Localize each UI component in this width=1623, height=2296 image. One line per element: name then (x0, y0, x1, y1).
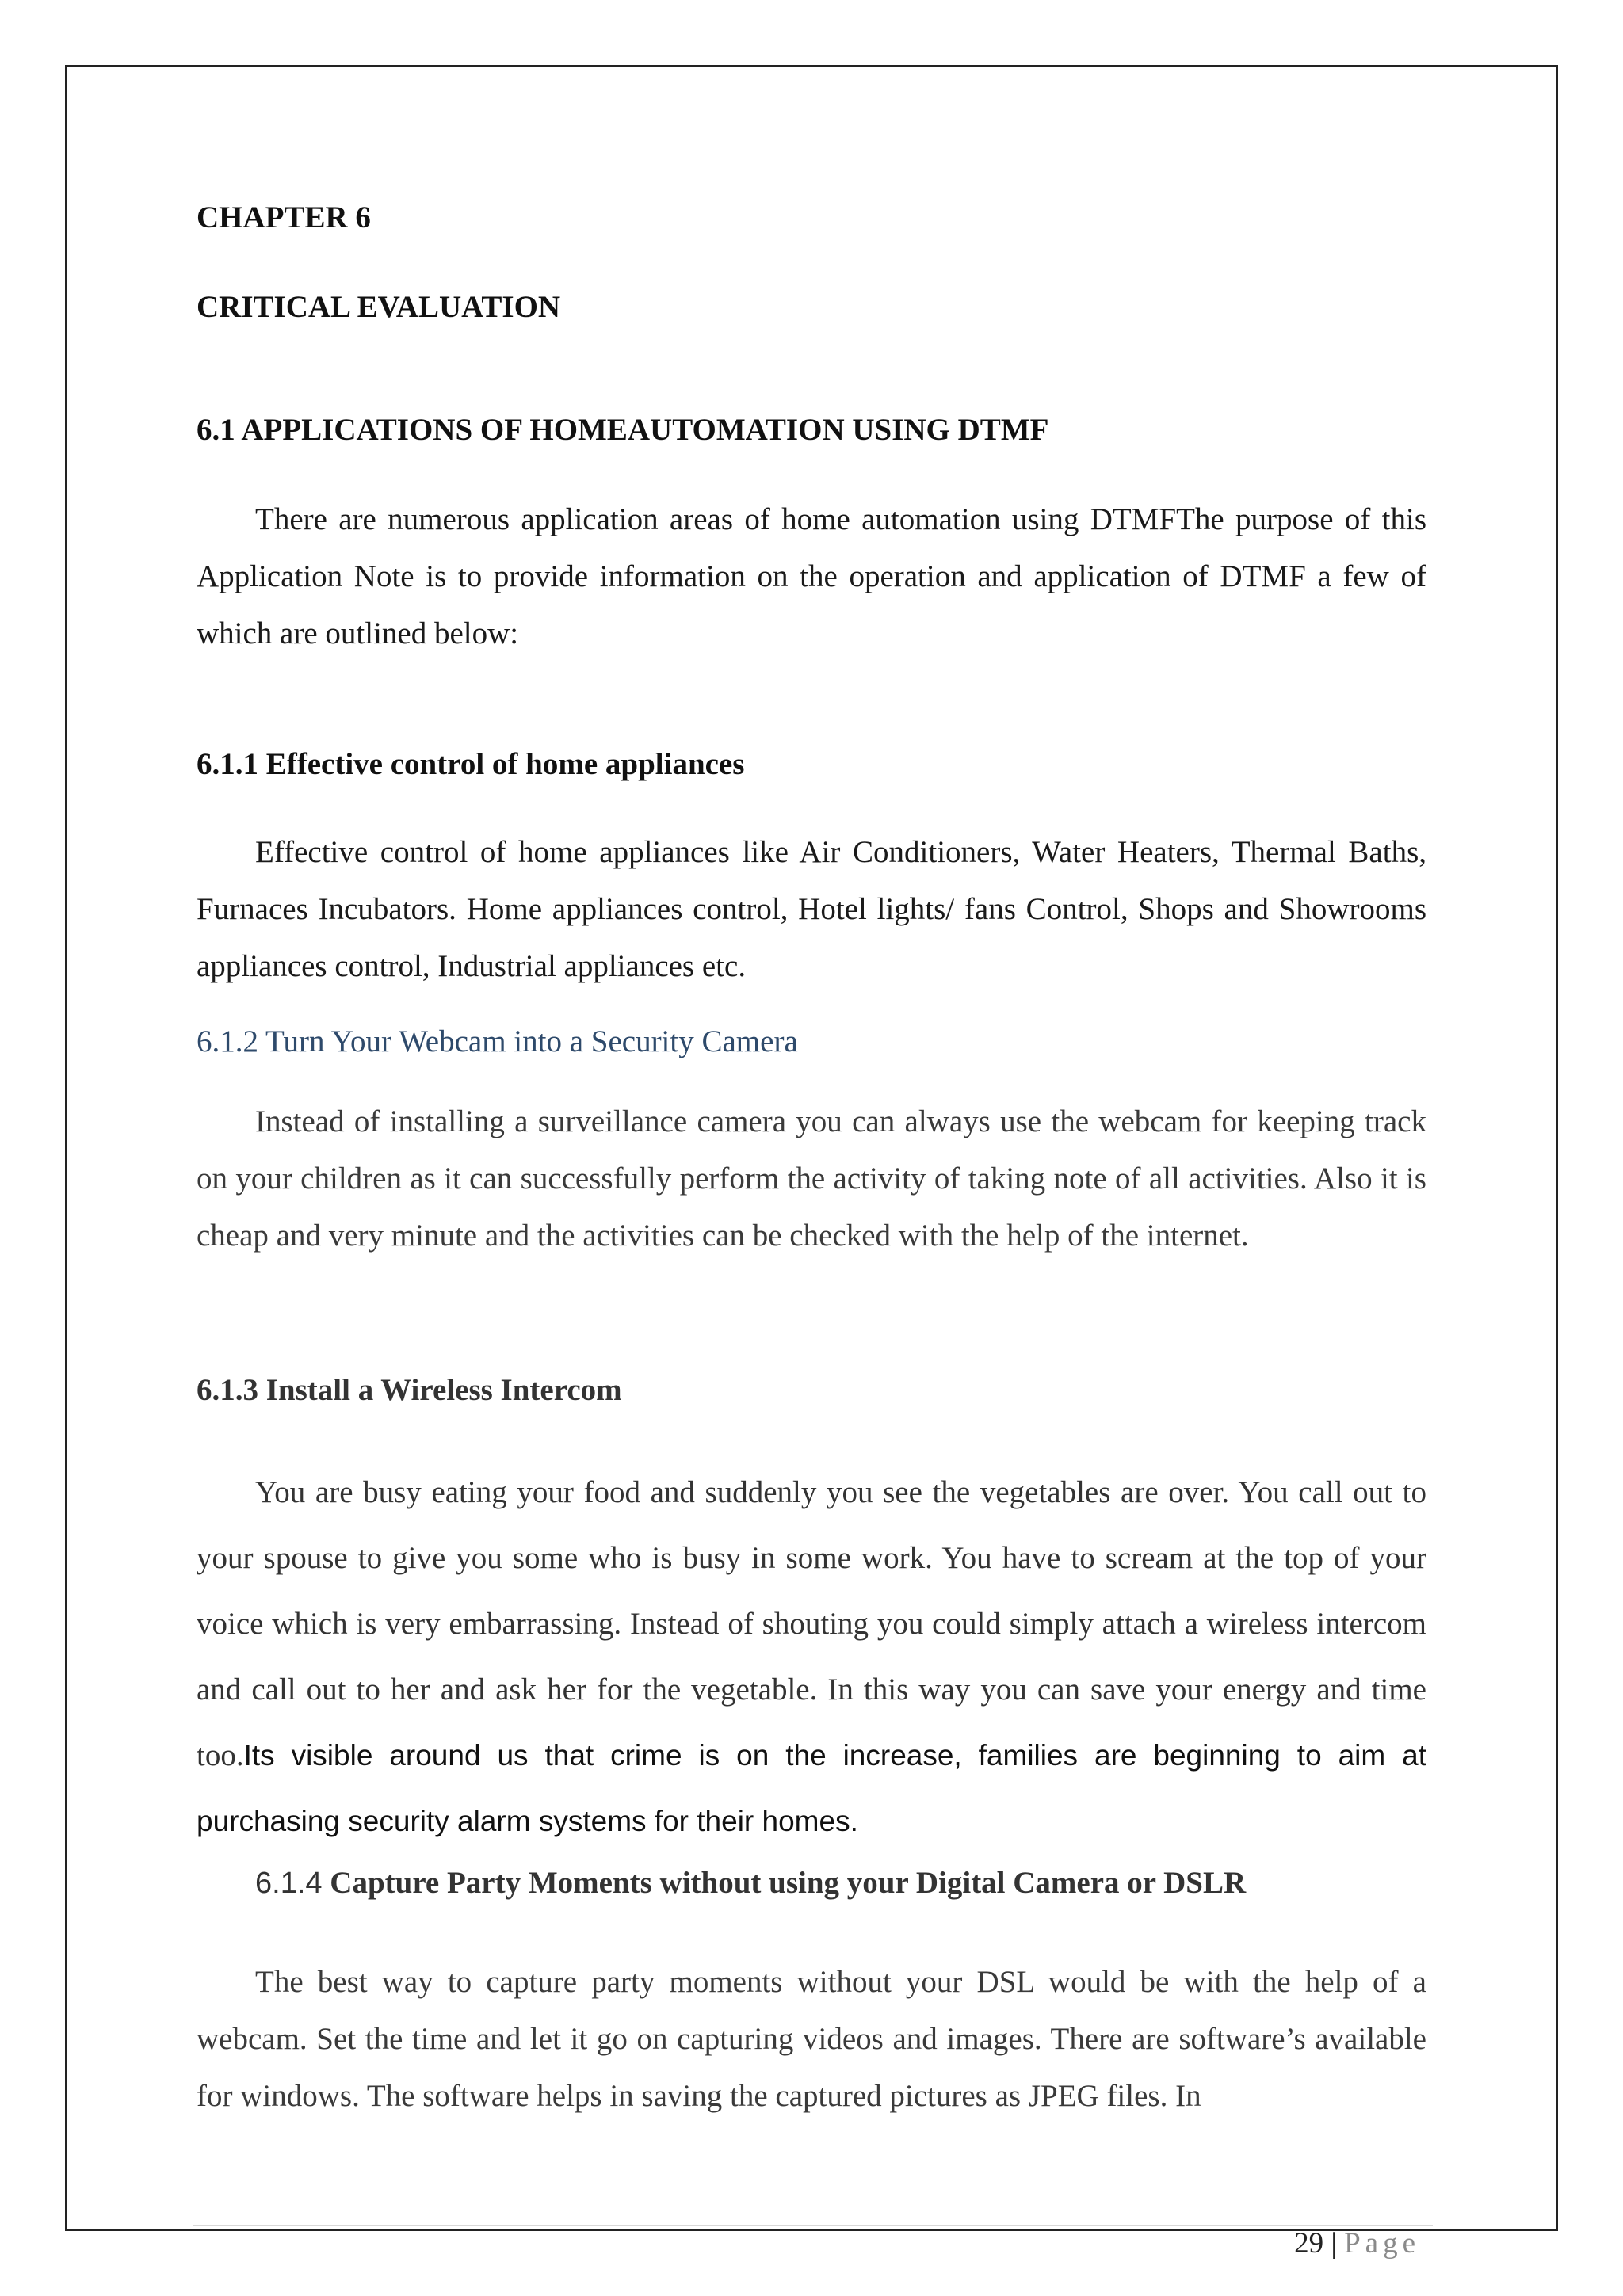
section-6-1-2-paragraph: Instead of installing a surveillance camera you can always use the webcam for keeping track on your children as it can successfully perform the activity of taking note of all activities. Also it is cheap and very minute and the activities can be checked with the help of the internet. (197, 1104, 1426, 1253)
section-6-1-4-number: 6.1.4 (255, 1867, 323, 1900)
section-6-1-3-text: You are busy eating your food and suddenly you see the vegetables are over. You call out to your spouse to give you some who is busy in some work. You have to scream at the top of your voice which is very embarrassing. Instead of shouting you could simply attach a wireless intercom and call out to her and ask her for the vegetable. In this way you can save your energy and time too. (197, 1475, 1426, 1772)
page-number: 29 (1294, 2227, 1324, 2260)
page-footer (1294, 2226, 1420, 2260)
section-6-1-3-paragraph (197, 1459, 1426, 1854)
section-6-1-3-heading: 6.1.3 Install a Wireless Intercom (197, 1373, 622, 1407)
section-6-1-4-heading-block (197, 1865, 1426, 1901)
section-6-1-body (197, 491, 1426, 662)
section-6-1-heading: 6.1 APPLICATIONS OF HOMEAUTOMATION USING DTMF (197, 413, 1049, 447)
section-6-1-4-body (197, 1954, 1426, 2125)
section-6-1-1-heading-block (197, 746, 1426, 782)
section-6-1-4-paragraph: The best way to capture party moments without your DSL would be with the help of a webcam. Set the time and let it go on capturing videos and images. There are software’s available for windows. The software helps in saving the captured pictures as JPEG files. In (197, 1965, 1426, 2113)
section-6-1-4-title: Capture Party Moments without using your Digital Camera or DSLR (322, 1866, 1247, 1900)
section-6-1-1-heading: 6.1.1 Effective control of home appliances (197, 747, 745, 781)
section-6-1-2-heading: 6.1.2 Turn Your Webcam into a Security Camera (197, 1024, 798, 1058)
section-6-1-heading-block (197, 412, 1426, 448)
section-6-1-1-body (197, 824, 1426, 995)
section-6-1-1-paragraph: Effective control of home appliances like Air Conditioners, Water Heaters, Thermal Baths, Furnaces Incubators. Home appliances control, Hotel lights/ fans Control, Shops and Showrooms appliances control, Industrial appliances etc. (197, 835, 1426, 983)
chapter-title: CRITICAL EVALUATION (197, 290, 561, 324)
footer-divider (193, 2225, 1433, 2226)
section-6-1-3-body (197, 1459, 1426, 1854)
section-6-1-4-heading (197, 1865, 1426, 1901)
section-6-1-3-heading-block (197, 1372, 1426, 1408)
section-6-1-paragraph: There are numerous application areas of home automation using DTMFThe purpose of this Application Note is to provide information on the operation and application of DTMF a few of which are outlined below: (197, 502, 1426, 650)
section-6-1-3-text-tail: Its visible around us that crime is on the increase, families are beginning to aim at purchasing security alarm systems for their homes. (197, 1739, 1426, 1837)
footer-separator: | (1323, 2227, 1345, 2260)
chapter-label: CHAPTER 6 (197, 200, 371, 235)
chapter-label-block (197, 200, 1426, 235)
section-6-1-2-body (197, 1093, 1426, 1264)
chapter-title-block (197, 289, 1426, 325)
section-6-1-2-heading-block (197, 1024, 1426, 1059)
page-label: Page (1344, 2227, 1420, 2260)
